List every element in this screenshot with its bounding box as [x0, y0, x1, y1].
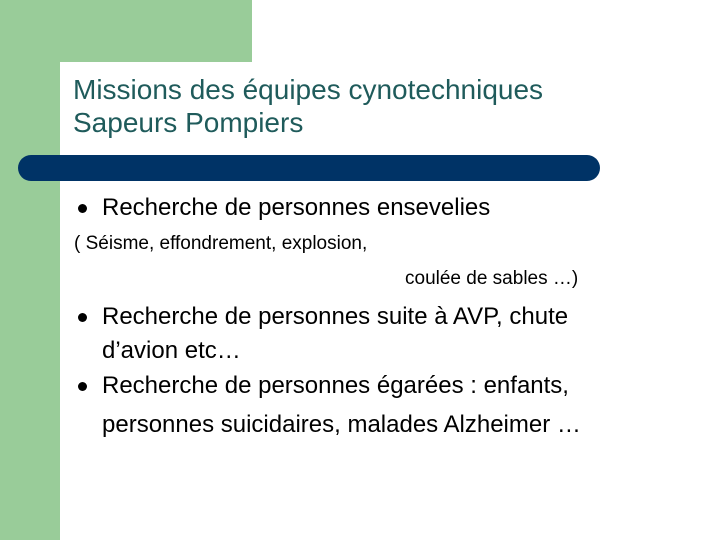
bullet-2-line-2: d’avion etc… [102, 337, 241, 364]
note-line-2: coulée de sables …) [405, 268, 579, 289]
note-line-1: ( Séisme, effondrement, explosion, [74, 233, 368, 254]
bullet-icon [78, 204, 87, 213]
slide-title [73, 73, 693, 139]
title-line-2: Sapeurs Pompiers [73, 107, 304, 138]
bullet-icon [78, 382, 87, 391]
bullet-2-line-1: Recherche de personnes suite à AVP, chute [102, 303, 569, 330]
title-underline-bar [18, 155, 600, 181]
bullet-3-line-2: personnes suicidaires, malades Alzheimer … [102, 411, 581, 438]
bullet-3-line-1: Recherche de personnes égarées : enfants, [102, 372, 569, 399]
bullet-1-text: Recherche de personnes ensevelies [102, 194, 491, 221]
green-accent-left [0, 0, 60, 540]
bullet-icon [78, 313, 87, 322]
title-line-1: Missions des équipes cynotechniques [73, 74, 544, 105]
